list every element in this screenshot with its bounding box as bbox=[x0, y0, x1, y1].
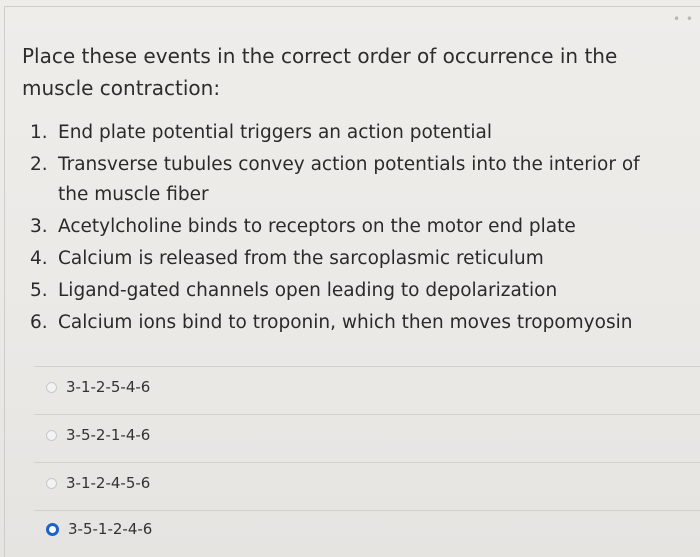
list-item bbox=[30, 118, 670, 148]
radio-button[interactable] bbox=[46, 382, 57, 393]
answer-label: 3-1-2-4-5-6 bbox=[66, 474, 151, 492]
event-number: 2. bbox=[30, 154, 48, 175]
divider bbox=[34, 414, 700, 415]
divider bbox=[34, 462, 700, 463]
event-text: End plate potential triggers an action potential bbox=[58, 122, 493, 143]
answer-option-3[interactable] bbox=[46, 474, 150, 492]
list-item bbox=[30, 276, 670, 306]
list-item bbox=[30, 308, 670, 338]
divider bbox=[34, 510, 700, 511]
event-number: 4. bbox=[30, 248, 48, 269]
answer-option-4[interactable] bbox=[46, 520, 152, 538]
event-text: Acetylcholine binds to receptors on the motor end plate bbox=[58, 216, 576, 237]
list-item bbox=[30, 244, 670, 274]
answer-option-2[interactable] bbox=[46, 426, 150, 444]
event-number: 6. bbox=[30, 312, 48, 333]
question-text: Place these events in the correct order of occurrence in the muscle contraction: bbox=[22, 44, 618, 100]
event-number: 5. bbox=[30, 280, 48, 301]
event-number: 3. bbox=[30, 216, 48, 237]
event-text: Transverse tubules convey action potentials into the interior of the muscle fiber bbox=[58, 154, 640, 205]
radio-button[interactable] bbox=[46, 430, 57, 441]
event-text: Ligand-gated channels open leading to depolarization bbox=[58, 280, 558, 301]
answer-label: 3-5-1-2-4-6 bbox=[68, 520, 153, 538]
radio-button[interactable] bbox=[46, 478, 57, 489]
answer-label: 3-1-2-5-4-6 bbox=[66, 378, 151, 396]
answer-label: 3-5-2-1-4-6 bbox=[66, 426, 151, 444]
more-dots-icon[interactable]: • • bbox=[673, 12, 694, 26]
divider bbox=[34, 366, 700, 367]
list-item bbox=[30, 150, 670, 210]
event-number: 1. bbox=[30, 122, 48, 143]
event-text: Calcium is released from the sarcoplasmic reticulum bbox=[58, 248, 544, 269]
radio-button-selected[interactable] bbox=[46, 523, 59, 536]
event-list bbox=[30, 118, 670, 340]
answer-option-1[interactable] bbox=[46, 378, 150, 396]
list-item bbox=[30, 212, 670, 242]
event-text: Calcium ions bind to troponin, which then moves tropomyosin bbox=[58, 312, 633, 333]
